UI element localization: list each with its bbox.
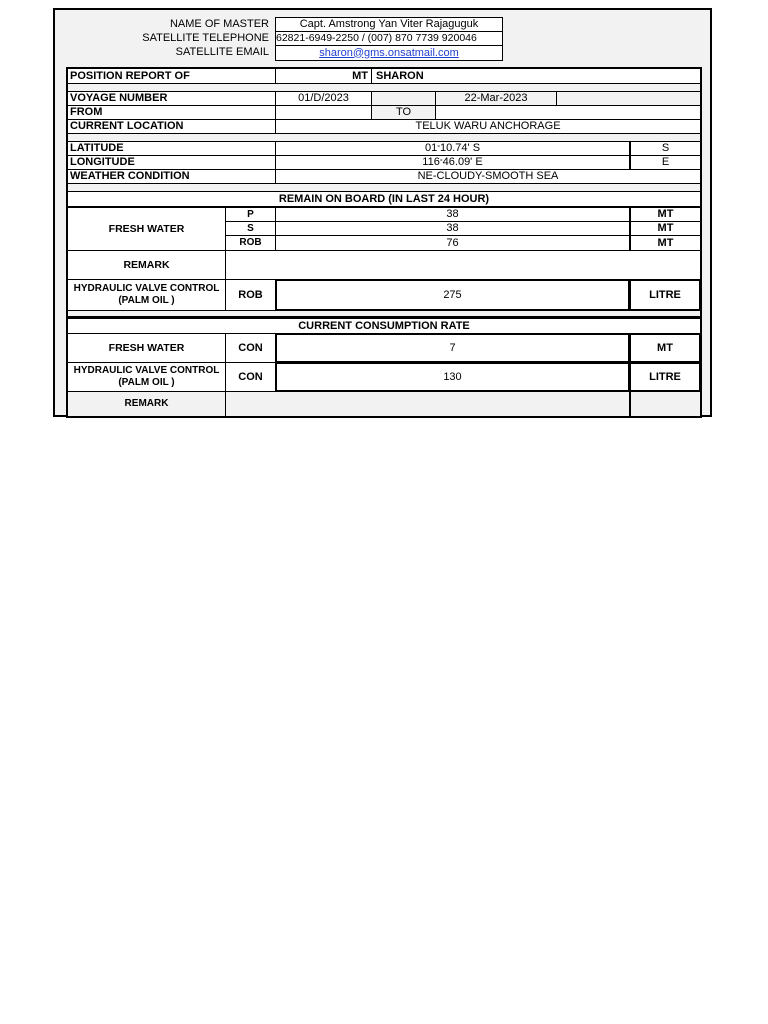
longitude-minutes: 46.09' E bbox=[442, 156, 483, 168]
satellite-telephone-value: 62821-6949-2250 / (007) 870 7739 920046 bbox=[275, 31, 503, 46]
vessel-prefix: MT bbox=[275, 68, 372, 84]
consumption-fresh-water-label: FRESH WATER bbox=[67, 333, 226, 363]
rob-hydraulic-label-line2: (PALM OIL ) bbox=[118, 295, 175, 306]
to-value bbox=[435, 105, 701, 120]
rob-tag-p: P bbox=[225, 207, 276, 222]
latitude-value: 01 ° 10.74' S bbox=[275, 141, 630, 156]
rob-unit-rob: MT bbox=[629, 235, 701, 251]
consumption-hydraulic-value: 130 bbox=[275, 362, 630, 392]
vessel-name: SHARON bbox=[371, 68, 701, 84]
latitude-degrees: 01 bbox=[424, 142, 438, 154]
consumption-hydraulic-label-line2: (PALM OIL ) bbox=[118, 377, 175, 388]
satellite-telephone-label: SATELLITE TELEPHONE bbox=[142, 32, 269, 44]
consumption-hydraulic-tag: CON bbox=[225, 362, 276, 392]
voyage-number-label: VOYAGE NUMBER bbox=[67, 91, 276, 106]
rob-fresh-water-label: FRESH WATER bbox=[67, 207, 226, 251]
rob-hydraulic-tag: ROB bbox=[225, 279, 276, 311]
longitude-hemisphere: E bbox=[629, 155, 701, 170]
consumption-hydraulic-label-line1: HYDRAULIC VALVE CONTROL bbox=[73, 365, 220, 376]
consumption-section-title: CURRENT CONSUMPTION RATE bbox=[67, 318, 701, 334]
rob-hydraulic-label-line1: HYDRAULIC VALVE CONTROL bbox=[73, 283, 220, 294]
satellite-email-label: SATELLITE EMAIL bbox=[175, 46, 269, 58]
voyage-blank-cell bbox=[371, 91, 436, 106]
consumption-remark-label: REMARK bbox=[67, 391, 226, 417]
rob-unit-s: MT bbox=[629, 221, 701, 236]
satellite-email-link[interactable]: sharon@gms.onsatmail.com bbox=[319, 46, 459, 59]
latitude-label: LATITUDE bbox=[67, 141, 276, 156]
rob-tag-rob: ROB bbox=[225, 235, 276, 251]
weather-condition-value: NE-CLOUDY-SMOOTH SEA bbox=[275, 169, 701, 184]
rob-hydraulic-unit: LITRE bbox=[629, 279, 701, 311]
longitude-value: 116 ° 46.09' E bbox=[275, 155, 630, 170]
current-location-label: CURRENT LOCATION bbox=[67, 119, 276, 134]
position-report-label: POSITION REPORT OF bbox=[67, 68, 276, 84]
satellite-email-cell bbox=[275, 45, 503, 61]
rob-remark-value bbox=[225, 250, 701, 280]
longitude-degrees: 116 bbox=[422, 156, 440, 168]
voyage-blank-cell bbox=[556, 91, 701, 106]
longitude-label: LONGITUDE bbox=[67, 155, 276, 170]
consumption-hydraulic-unit: LITRE bbox=[629, 362, 701, 392]
consumption-fresh-water-unit: MT bbox=[629, 333, 701, 363]
rob-value-rob: 76 bbox=[275, 235, 630, 251]
consumption-remark-extra bbox=[629, 391, 701, 417]
position-report-sheet bbox=[53, 8, 712, 417]
consumption-fresh-water-tag: CON bbox=[225, 333, 276, 363]
rob-tag-s: S bbox=[225, 221, 276, 236]
weather-condition-label: WEATHER CONDITION bbox=[67, 169, 276, 184]
to-label: TO bbox=[371, 105, 436, 120]
master-label: NAME OF MASTER bbox=[169, 18, 269, 30]
rob-hydraulic-value: 275 bbox=[275, 279, 630, 311]
rob-value-s: 38 bbox=[275, 221, 630, 236]
consumption-hydraulic-label bbox=[67, 362, 226, 392]
master-name-value: Capt. Amstrong Yan Viter Rajaguguk bbox=[275, 17, 503, 32]
rob-unit-p: MT bbox=[629, 207, 701, 222]
rob-section-title: REMAIN ON BOARD (IN LAST 24 HOUR) bbox=[67, 191, 701, 207]
report-date-value: 22-Mar-2023 bbox=[435, 91, 557, 106]
rob-value-p: 38 bbox=[275, 207, 630, 222]
voyage-number-value: 01/D/2023 bbox=[275, 91, 372, 106]
latitude-hemisphere: S bbox=[629, 141, 701, 156]
from-value bbox=[275, 105, 372, 120]
current-location-value: TELUK WARU ANCHORAGE bbox=[275, 119, 701, 134]
consumption-fresh-water-value: 7 bbox=[275, 333, 630, 363]
rob-hydraulic-label bbox=[67, 279, 226, 311]
latitude-minutes: 10.74' S bbox=[440, 142, 481, 154]
from-label: FROM bbox=[67, 105, 276, 120]
rob-remark-label: REMARK bbox=[67, 250, 226, 280]
consumption-remark-value bbox=[225, 391, 630, 417]
